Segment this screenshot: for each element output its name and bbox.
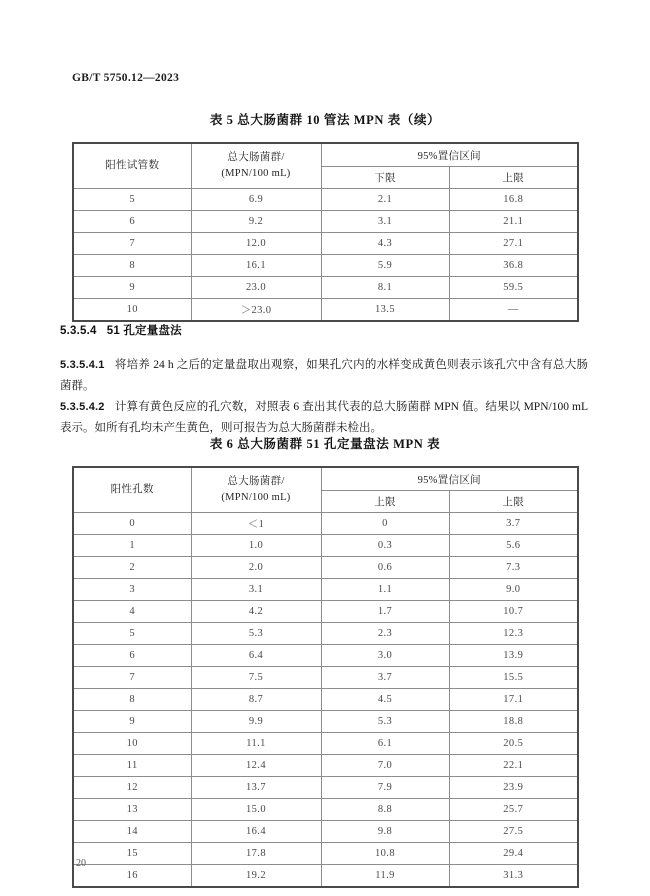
cell-upper-limit: 16.8 — [449, 189, 578, 211]
cell-mpn-value: 13.7 — [191, 777, 321, 799]
cell-positive-count: 14 — [73, 821, 191, 843]
table-row — [73, 299, 578, 322]
table6-col-mpn — [191, 467, 321, 513]
cell-lower-limit: 4.5 — [321, 689, 449, 711]
cell-positive-count: 0 — [73, 513, 191, 535]
cell-lower-limit: 1.1 — [321, 579, 449, 601]
cell-positive-count: 8 — [73, 689, 191, 711]
table6-col-mpn-line1: 总大肠菌群/ — [227, 475, 285, 487]
cell-positive-count: 10 — [73, 733, 191, 755]
cell-mpn-value: ＜1 — [191, 513, 321, 535]
cell-positive-count: 4 — [73, 601, 191, 623]
cell-mpn-value: 11.1 — [191, 733, 321, 755]
cell-mpn-value: 4.2 — [191, 601, 321, 623]
cell-lower-limit: 7.0 — [321, 755, 449, 777]
cell-mpn-value: 17.8 — [191, 843, 321, 865]
cell-upper-limit: 3.7 — [449, 513, 578, 535]
cell-lower-limit: 9.8 — [321, 821, 449, 843]
cell-positive-count: 9 — [73, 711, 191, 733]
cell-mpn-value: 23.0 — [191, 277, 321, 299]
cell-mpn-value: 9.9 — [191, 711, 321, 733]
table-row — [73, 865, 578, 888]
cell-lower-limit: 3.0 — [321, 645, 449, 667]
table5-col-positive-tubes: 阳性试管数 — [73, 143, 191, 189]
table-row — [73, 579, 578, 601]
cell-upper-limit: 18.8 — [449, 711, 578, 733]
table-row — [73, 233, 578, 255]
table5-col-confidence-interval: 95%置信区间 — [321, 143, 578, 167]
table-row — [73, 821, 578, 843]
cell-lower-limit: 5.9 — [321, 255, 449, 277]
cell-positive-count: 12 — [73, 777, 191, 799]
cell-mpn-value: 2.0 — [191, 557, 321, 579]
table-row — [73, 799, 578, 821]
cell-upper-limit: 7.3 — [449, 557, 578, 579]
cell-mpn-value: 7.5 — [191, 667, 321, 689]
cell-lower-limit: 1.7 — [321, 601, 449, 623]
table-row — [73, 255, 578, 277]
table-row — [73, 535, 578, 557]
cell-mpn-value: 3.1 — [191, 579, 321, 601]
cell-positive-count: 6 — [73, 645, 191, 667]
cell-lower-limit: 3.1 — [321, 211, 449, 233]
table-row — [73, 513, 578, 535]
cell-lower-limit: 8.1 — [321, 277, 449, 299]
table-row — [73, 843, 578, 865]
cell-upper-limit: 25.7 — [449, 799, 578, 821]
cell-positive-count: 8 — [73, 255, 191, 277]
cell-mpn-value: 12.4 — [191, 755, 321, 777]
cell-upper-limit: 36.8 — [449, 255, 578, 277]
table-row — [73, 277, 578, 299]
cell-upper-limit: — — [449, 299, 578, 322]
table-5-mpn-10-tube — [72, 142, 579, 322]
table-row — [73, 189, 578, 211]
clause-heading-number: 5.3.5.4 — [60, 325, 97, 337]
table5-caption: 表 5 总大肠菌群 10 管法 MPN 表（续） — [209, 113, 441, 127]
table5-col-mpn-line2: (MPN/100 mL) — [221, 168, 291, 179]
cell-positive-count: 5 — [73, 189, 191, 211]
cell-positive-count: 7 — [73, 667, 191, 689]
cell-mpn-value: 5.3 — [191, 623, 321, 645]
table-row — [73, 777, 578, 799]
table-row — [73, 601, 578, 623]
cell-mpn-value: 8.7 — [191, 689, 321, 711]
standard-number-header: GB/T 5750.12—2023 — [72, 72, 180, 84]
cell-upper-limit: 27.5 — [449, 821, 578, 843]
cell-mpn-value: 12.0 — [191, 233, 321, 255]
paragraph-number-5-3-5-4-2: 5.3.5.4.2 — [60, 401, 105, 413]
cell-positive-count: 3 — [73, 579, 191, 601]
cell-lower-limit: 11.9 — [321, 865, 449, 888]
table6-caption: 表 6 总大肠菌群 51 孔定量盘法 MPN 表 — [209, 437, 441, 451]
cell-positive-count: 16 — [73, 865, 191, 888]
paragraph-number-5-3-5-4-1: 5.3.5.4.1 — [60, 359, 105, 371]
paragraph-text-5-3-5-4-2: 计算有黄色反应的孔穴数，对照表 6 查出其代表的总大肠菌群 MPN 值。结果以 MPN/100 mL 表示。如所有孔均未产生黄色，则可报告为总大肠菌群未检出。 — [60, 401, 588, 434]
cell-upper-limit: 29.4 — [449, 843, 578, 865]
table-row — [73, 667, 578, 689]
cell-lower-limit: 2.1 — [321, 189, 449, 211]
table-row — [73, 711, 578, 733]
cell-upper-limit: 20.5 — [449, 733, 578, 755]
table6-col-positive-wells: 阳性孔数 — [73, 467, 191, 513]
cell-upper-limit: 59.5 — [449, 277, 578, 299]
table5-col-mpn-line1: 总大肠菌群/ — [227, 151, 285, 163]
table6-col-upper-limit: 上限 — [449, 491, 578, 513]
table-row — [73, 645, 578, 667]
cell-positive-count: 13 — [73, 799, 191, 821]
table6-col-lower-limit: 上限 — [321, 491, 449, 513]
cell-upper-limit: 9.0 — [449, 579, 578, 601]
cell-lower-limit: 0.3 — [321, 535, 449, 557]
table-row — [73, 689, 578, 711]
cell-lower-limit: 13.5 — [321, 299, 449, 322]
cell-positive-count: 5 — [73, 623, 191, 645]
table-row — [73, 557, 578, 579]
cell-upper-limit: 27.1 — [449, 233, 578, 255]
cell-upper-limit: 22.1 — [449, 755, 578, 777]
cell-lower-limit: 10.8 — [321, 843, 449, 865]
cell-lower-limit: 0 — [321, 513, 449, 535]
paragraph-5-3-5-4-2 — [60, 397, 588, 439]
cell-lower-limit: 4.3 — [321, 233, 449, 255]
table-row — [73, 623, 578, 645]
cell-lower-limit: 0.6 — [321, 557, 449, 579]
cell-mpn-value: ＞23.0 — [191, 299, 321, 322]
clause-heading-title: 51 孔定量盘法 — [106, 325, 182, 337]
cell-mpn-value: 16.1 — [191, 255, 321, 277]
cell-upper-limit: 17.1 — [449, 689, 578, 711]
cell-lower-limit: 2.3 — [321, 623, 449, 645]
cell-lower-limit: 5.3 — [321, 711, 449, 733]
cell-upper-limit: 12.3 — [449, 623, 578, 645]
paragraph-text-5-3-5-4-1: 将培养 24 h 之后的定量盘取出观察，如果孔穴内的水样变成黄色则表示该孔穴中含有总大肠菌群。 — [60, 359, 588, 392]
table5-col-mpn — [191, 143, 321, 189]
cell-upper-limit: 15.5 — [449, 667, 578, 689]
cell-lower-limit: 8.8 — [321, 799, 449, 821]
cell-upper-limit: 5.6 — [449, 535, 578, 557]
table-row — [73, 755, 578, 777]
table-row — [73, 733, 578, 755]
cell-mpn-value: 6.9 — [191, 189, 321, 211]
cell-positive-count: 7 — [73, 233, 191, 255]
page-number: 20 — [76, 858, 86, 869]
table5-col-lower-limit: 下限 — [321, 167, 449, 189]
table6-col-confidence-interval: 95%置信区间 — [321, 467, 578, 491]
table6-col-mpn-line2: (MPN/100 mL) — [221, 492, 291, 503]
cell-upper-limit: 31.3 — [449, 865, 578, 888]
table-row — [73, 211, 578, 233]
clause-heading-5-3-5-4 — [60, 322, 182, 338]
cell-positive-count: 2 — [73, 557, 191, 579]
table6-body — [73, 513, 578, 888]
table6-header — [73, 467, 578, 513]
cell-mpn-value: 1.0 — [191, 535, 321, 557]
cell-positive-count: 11 — [73, 755, 191, 777]
table5-body — [73, 189, 578, 322]
cell-upper-limit: 13.9 — [449, 645, 578, 667]
cell-positive-count: 6 — [73, 211, 191, 233]
cell-mpn-value: 15.0 — [191, 799, 321, 821]
cell-mpn-value: 9.2 — [191, 211, 321, 233]
cell-upper-limit: 21.1 — [449, 211, 578, 233]
table5-header — [73, 143, 578, 189]
cell-upper-limit: 10.7 — [449, 601, 578, 623]
cell-lower-limit: 6.1 — [321, 733, 449, 755]
cell-mpn-value: 6.4 — [191, 645, 321, 667]
cell-positive-count: 10 — [73, 299, 191, 322]
table-6-mpn-51-well — [72, 466, 579, 888]
cell-positive-count: 1 — [73, 535, 191, 557]
cell-mpn-value: 16.4 — [191, 821, 321, 843]
table5-col-upper-limit: 上限 — [449, 167, 578, 189]
cell-mpn-value: 19.2 — [191, 865, 321, 888]
cell-upper-limit: 23.9 — [449, 777, 578, 799]
cell-positive-count: 9 — [73, 277, 191, 299]
cell-lower-limit: 7.9 — [321, 777, 449, 799]
paragraph-5-3-5-4-1 — [60, 355, 588, 397]
cell-positive-count: 15 — [73, 843, 191, 865]
cell-lower-limit: 3.7 — [321, 667, 449, 689]
